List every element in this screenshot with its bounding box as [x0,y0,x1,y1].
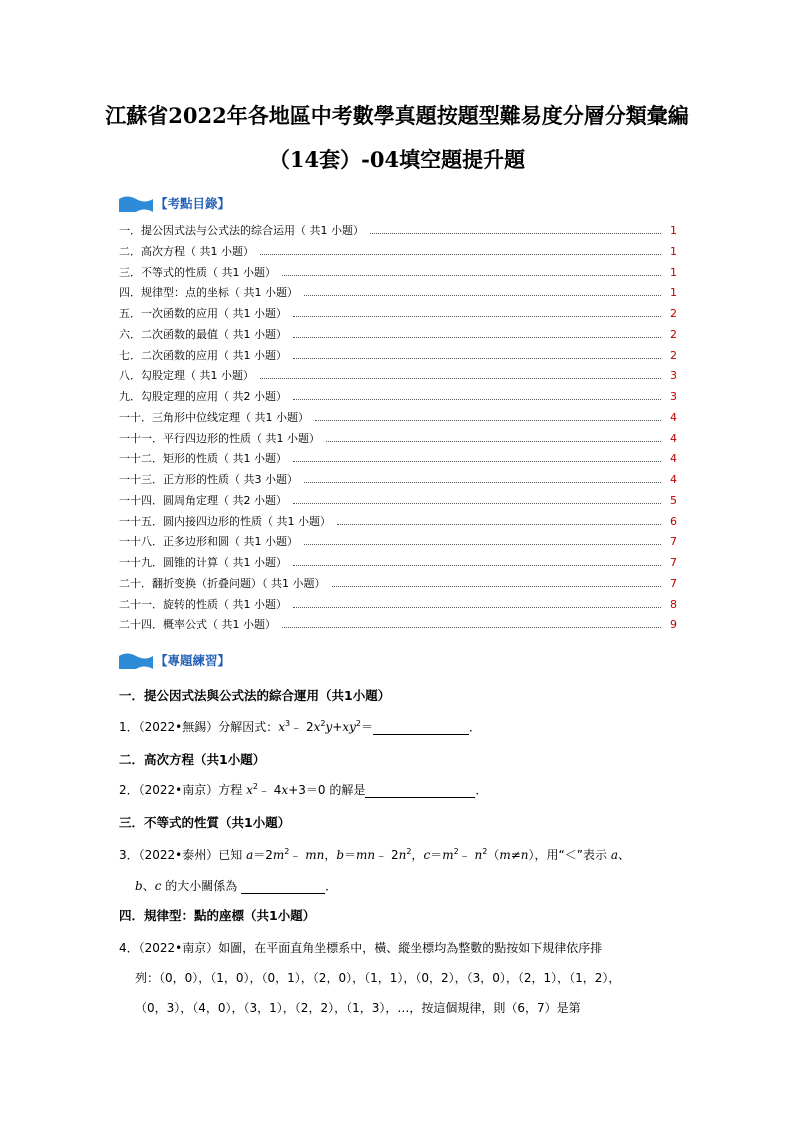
flag-icon [119,196,153,212]
toc-entry[interactable] [119,450,677,471]
answer-blank[interactable] [373,722,469,735]
flag-icon [119,653,153,669]
toc-leader-dots [293,503,661,504]
toc-entry[interactable] [119,222,677,243]
q3-line2-text: 的大小關係為 [165,879,238,893]
toc-entry-label: 一十．三角形中位线定理（ 共1 小题） [119,410,309,424]
q1-heading: 一．提公因式法與公式法的綜合運用（共1小題） [119,688,391,703]
toc-entry-page: 7 [670,576,677,590]
q2-suffix: ＝0 的解是 [305,783,366,797]
toc-entry[interactable] [119,471,677,492]
table-of-contents [119,222,677,637]
toc-entry-label: 二十一．旋转的性质（ 共1 小题） [119,597,287,611]
toc-entry-label: 一十二．矩形的性质（ 共1 小题） [119,452,287,466]
answer-blank[interactable] [241,881,325,894]
toc-leader-dots [293,565,661,566]
toc-entry-label: 一十八．正多边形和圆（ 共1 小题） [119,535,298,549]
toc-entry[interactable] [119,533,677,554]
toc-leader-dots [293,607,661,608]
toc-entry-label: 八．勾股定理（ 共1 小题） [119,369,254,383]
q4-heading: 四．規律型：點的座標（共1小題） [119,908,316,923]
toc-entry[interactable] [119,347,677,368]
toc-entry-page: 1 [670,224,677,237]
toc-leader-dots [315,420,661,421]
answer-blank[interactable] [365,785,475,798]
toc-entry-page: 3 [670,369,677,383]
toc-leader-dots [260,254,661,255]
document-title-line1: 江蘇省2022年各地區中考數學真題按題型難易度分層分類彙編 [105,103,689,128]
q2-heading: 二．高次方程（共1小題） [119,752,266,767]
toc-entry-page: 5 [670,493,677,507]
toc-leader-dots [282,275,661,276]
toc-entry-page: 7 [670,556,677,569]
toc-entry-label: 五．一次函数的应用（ 共1 小题） [119,307,287,320]
q4-text-line3: （0，3），（4，0），（3，1），（2，2），（1，3），…，按這個規律，則（6，7）是第 [135,1001,581,1015]
toc-entry[interactable] [119,492,677,513]
toc-entry[interactable] [119,513,677,534]
toc-entry-page: 6 [670,514,677,528]
toc-leader-dots [337,524,661,525]
toc-entry-label: 一十三．正方形的性质（ 共3 小题） [119,473,298,486]
toc-section-label: 【考點目錄】 [155,196,231,211]
toc-entry[interactable] [119,367,677,388]
toc-leader-dots [332,586,662,587]
q3-mid: ，用“＜”表示 [534,848,607,862]
toc-entry[interactable] [119,264,677,285]
q4-text-line1: 4．（2022•南京）如圖，在平面直角坐標系中，橫、縱坐標均為整數的點按如下規律依序排 [119,941,603,955]
toc-entry[interactable] [119,430,677,451]
toc-entry-label: 一十一．平行四边形的性质（ 共1 小题） [119,431,320,445]
toc-entry-label: 六．二次函数的最值（ 共1 小题） [119,327,287,341]
toc-entry-label: 九．勾股定理的应用（ 共2 小题） [119,390,287,403]
toc-entry-label: 四．规律型：点的坐标（ 共1 小题） [119,286,298,300]
toc-entry-page: 1 [670,286,677,300]
q3-heading: 三．不等式的性質（共1小題） [119,815,291,830]
toc-entry-page: 8 [670,597,677,611]
toc-entry[interactable] [119,616,677,637]
toc-entry-label: 一．提公因式法与公式法的综合运用（ 共1 小题） [119,224,364,237]
toc-entry[interactable] [119,409,677,430]
toc-leader-dots [293,399,661,400]
toc-entry-label: 一十九．圆锥的计算（ 共1 小题） [119,556,287,569]
q2-text: 2．（2022•南京）方程 $x^2﹣$ 4x+3＝0 的解是 ． [119,782,488,797]
document-title-line2: （14套）-04填空題提升題 [268,147,526,172]
toc-leader-dots [282,627,661,628]
toc-entry-label: 一十四．圆周角定理（ 共2 小题） [119,493,287,507]
toc-entry[interactable] [119,243,677,264]
q2-prefix: 2．（2022•南京）方程 [119,783,243,797]
toc-entry-page: 1 [670,244,677,258]
toc-entry-label: 三．不等式的性质（ 共1 小题） [119,265,276,279]
toc-leader-dots [304,295,661,296]
toc-entry-page: 7 [670,535,677,549]
toc-entry-page: 4 [670,452,677,466]
toc-entry-label: 二十．翻折变换（折叠问题）（ 共1 小题） [119,576,326,590]
toc-entry[interactable] [119,596,677,617]
practice-section-label: 【專題練習】 [155,653,231,668]
q4-text-line2: 列：（0，0），（1，0），（0，1），（2，0），（1，1），（0，2），（3，0），（2，1），（1，2）， [135,971,621,985]
toc-entry[interactable] [119,305,677,326]
toc-entry-page: 4 [670,410,677,424]
toc-entry[interactable] [119,326,677,347]
toc-leader-dots [260,378,661,379]
toc-entry-label: 二十四．概率公式（ 共1 小题） [119,618,276,632]
toc-entry-page: 4 [670,431,677,445]
toc-leader-dots [293,461,661,462]
toc-entry-page: 1 [670,265,677,279]
toc-entry-page: 3 [670,390,677,403]
toc-entry-page: 2 [670,327,677,341]
toc-entry-page: 2 [670,348,677,362]
toc-entry-page: 4 [670,473,677,486]
q3-text-line2: b、c 的大小關係為 ． [135,879,338,893]
toc-entry-page: 2 [670,307,677,320]
toc-entry-page: 9 [670,618,677,632]
q1-text: 1．（2022•無錫）分解因式：$x^3﹣$ $2x^2y+xy^2=$ ． [119,719,481,734]
toc-leader-dots [370,233,661,234]
toc-entry[interactable] [119,554,677,575]
toc-leader-dots [304,482,661,483]
toc-leader-dots [293,337,661,338]
toc-entry-label: 七．二次函数的应用（ 共1 小题） [119,348,287,362]
toc-leader-dots [293,358,661,359]
toc-entry[interactable] [119,388,677,409]
toc-entry[interactable] [119,284,677,305]
q3-prefix: 3．（2022•泰州）已知 [119,848,243,862]
toc-leader-dots [326,441,661,442]
q1-prefix: 1．（2022•無錫）分解因式： [119,720,279,734]
q3-text-line1: 3．（2022•泰州）已知 $a=2m^2﹣$ mn，b＝mn﹣ $2n^2$，$c=m^2﹣$ $n^2(m\ne n)$，用“＜”表示 a、 [119,847,630,862]
toc-leader-dots [304,544,661,545]
toc-leader-dots [293,316,661,317]
toc-entry-label: 一十五．圆内接四边形的性质（ 共1 小题） [119,514,331,528]
toc-entry-label: 二．高次方程（ 共1 小题） [119,244,254,258]
toc-entry[interactable] [119,575,677,596]
